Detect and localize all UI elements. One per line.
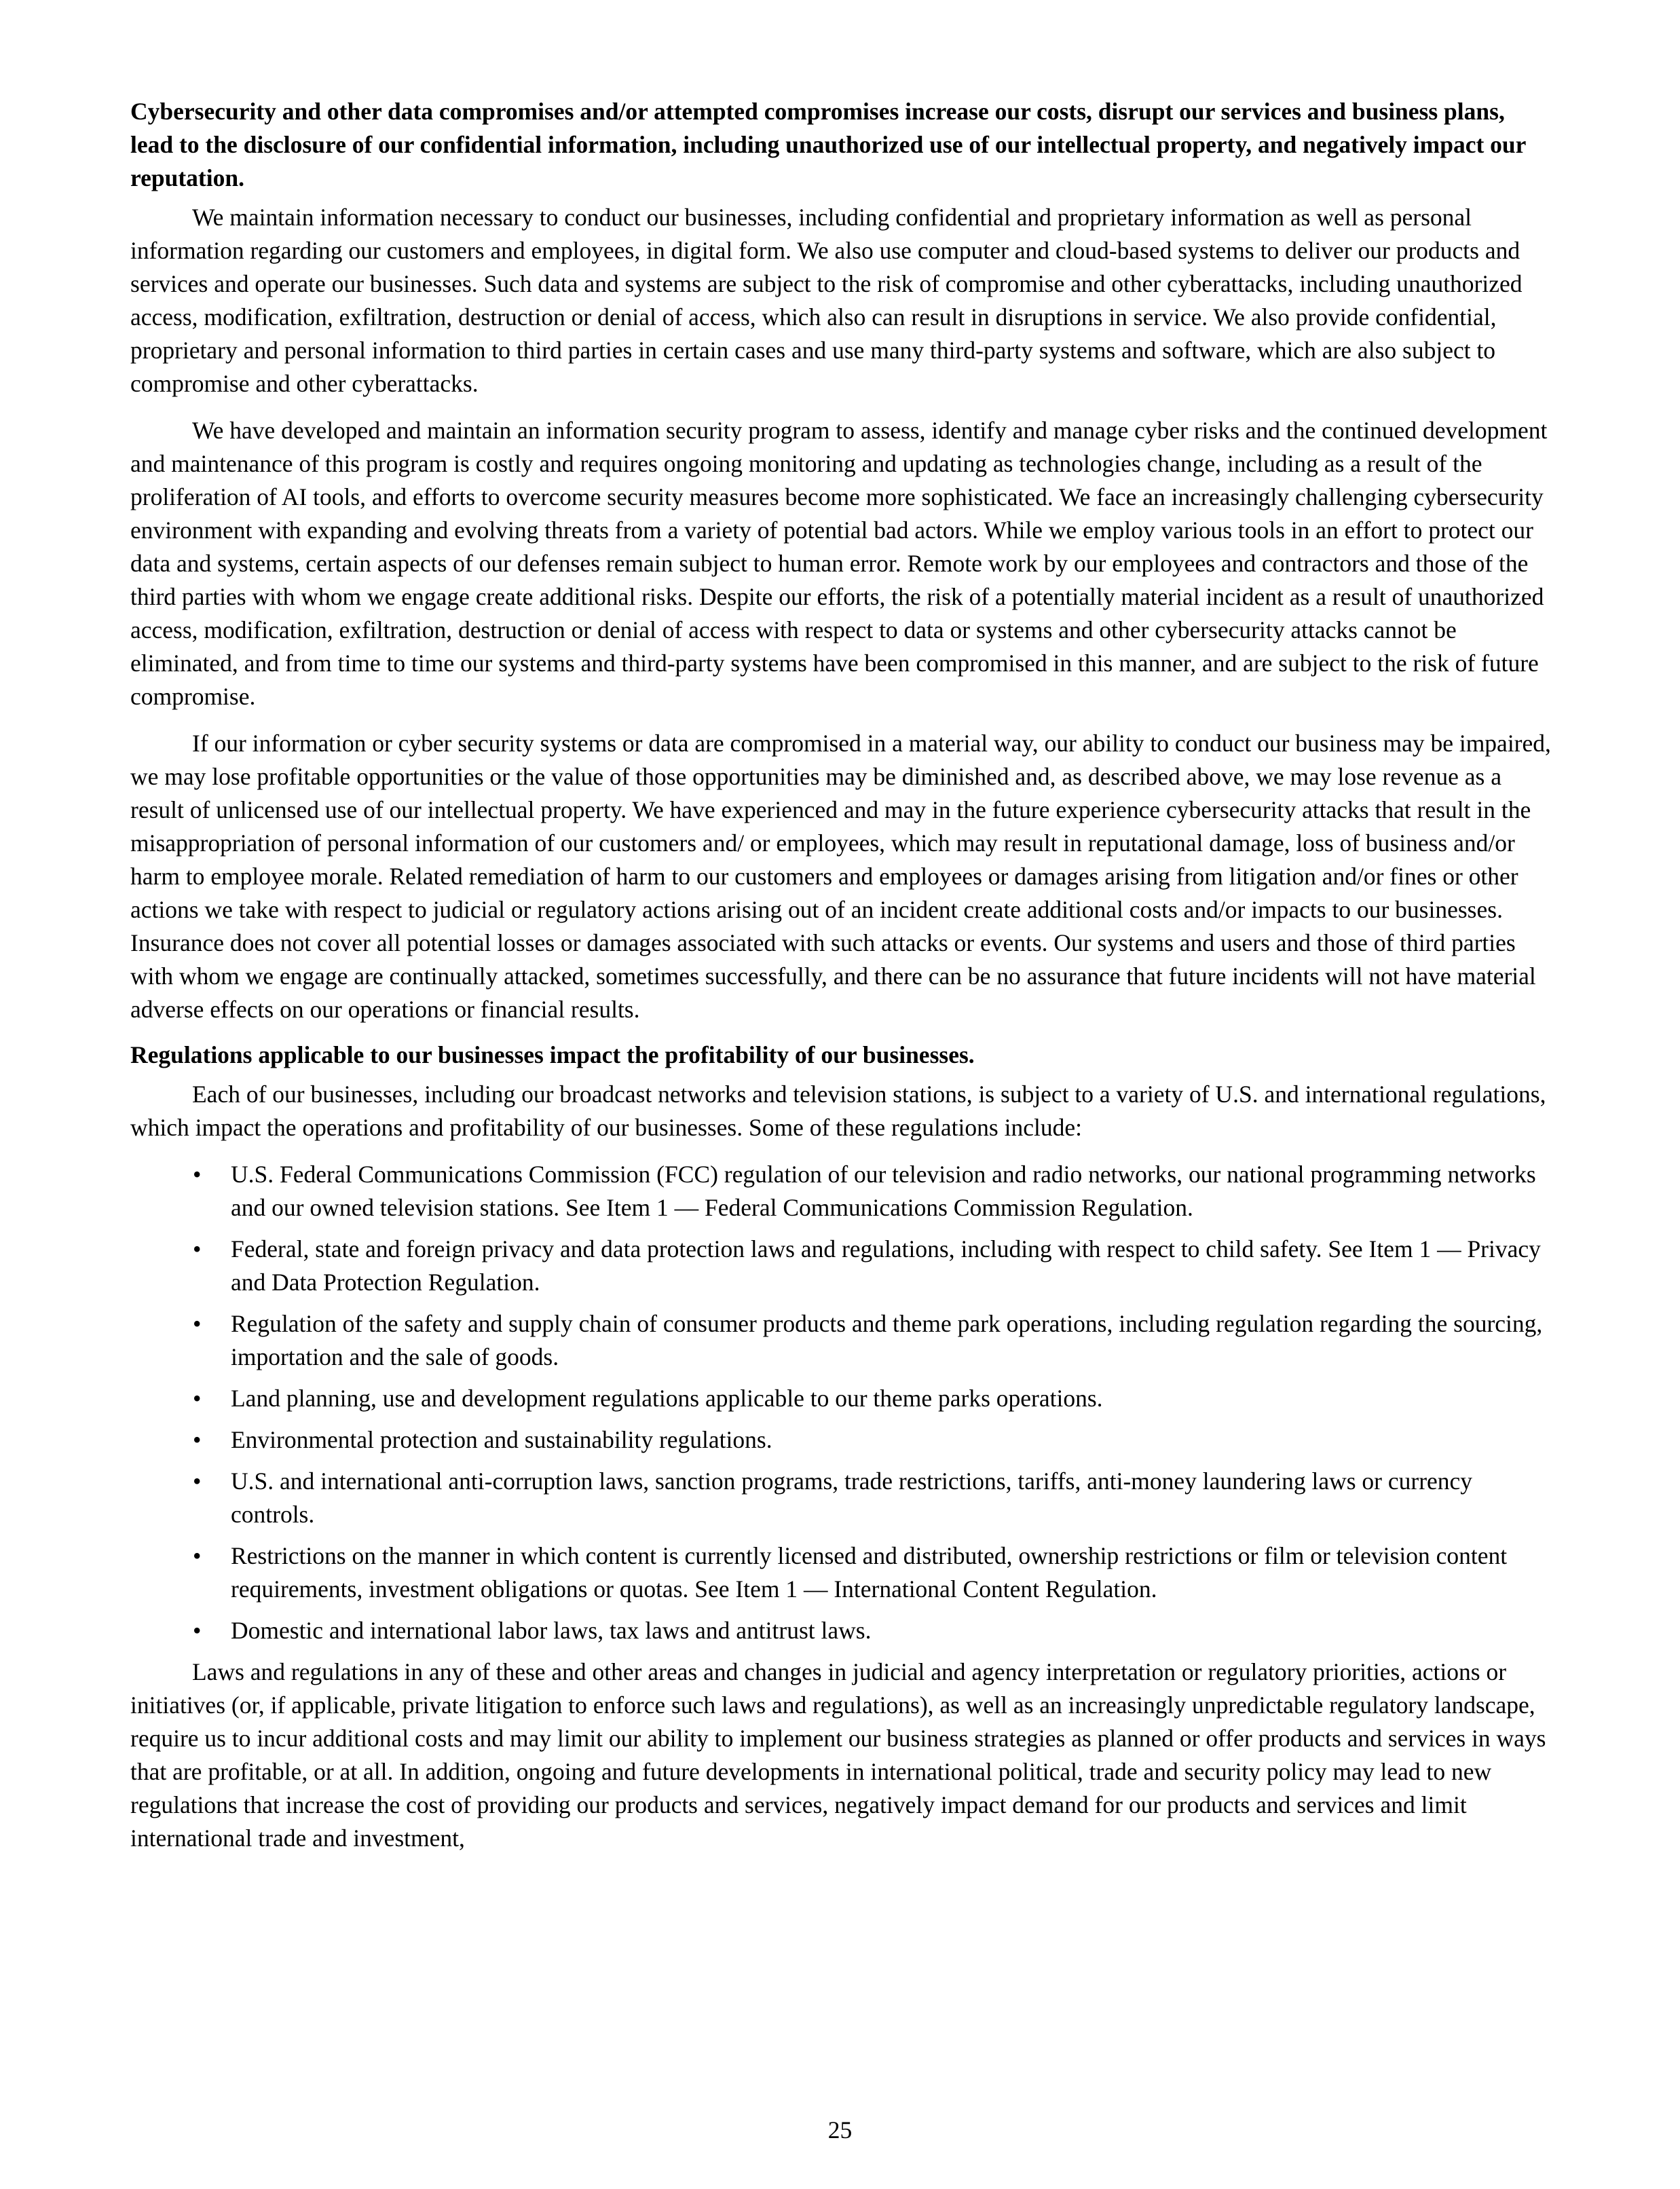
bullet-icon: • — [193, 1310, 202, 1337]
list-item-text: Regulation of the safety and supply chain of consumer products and theme park operations, including regulation regarding the sourcing, importation and the sale of goods. — [231, 1310, 1543, 1370]
bullet-icon: • — [193, 1542, 202, 1569]
bullet-icon: • — [193, 1385, 202, 1412]
list-item-text: Domestic and international labor laws, tax laws and antitrust laws. — [231, 1617, 872, 1644]
list-item — [130, 1539, 1552, 1606]
bullet-icon: • — [193, 1467, 202, 1495]
list-item — [130, 1423, 1552, 1457]
list-item — [130, 1158, 1552, 1224]
bullet-icon: • — [193, 1426, 202, 1453]
list-item — [130, 1465, 1552, 1531]
paragraph-security-program: We have developed and maintain an information security program to assess, identify and manage cyber risks and the continued development and maintenance of this program is costly and requires ongoing monitoring and updating as technologies change, including as a result of the proliferation of AI tools, and efforts to overcome security measures become more sophisticated. We face an increasingly challenging cybersecurity environment with expanding and evolving threats from a variety of potential bad actors. While we employ various tools in an effort to protect our data and systems, certain aspects of our defenses remain subject to human error. Remote work by our employees and contractors and those of the third parties with whom we engage create additional risks. Despite our efforts, the risk of a potentially material incident as a result of unauthorized access, modification, exfiltration, destruction or denial of access with respect to data or systems and other cybersecurity attacks cannot be eliminated, and from time to time our systems and third-party systems have been compromised in this manner, and are subject to the risk of future compromise. — [130, 417, 1548, 710]
list-item — [130, 1614, 1552, 1647]
list-item-text: Federal, state and foreign privacy and data protection laws and regulations, including with respect to child safety. See Item 1 — Privacy and Data Protection Regulation. — [231, 1235, 1541, 1296]
list-item-text: Restrictions on the manner in which content is currently licensed and distributed, ownership restrictions or film or television content requirements, investment obligations or quotas. See Item 1 — International Content Regulation. — [231, 1542, 1508, 1603]
paragraph-data-maintenance: We maintain information necessary to conduct our businesses, including confidential and proprietary information as well as personal information regarding our customers and employees, in digital form. We also use computer and cloud-based systems to deliver our products and services and operate our businesses. Such data and systems are subject to the risk of compromise and other cyberattacks, including unauthorized access, modification, exfiltration, destruction or denial of access, which also can result in disruptions in service. We also provide confidential, proprietary and personal information to third parties in certain cases and use many third-party systems and software, which are also subject to compromise and other cyberattacks. — [130, 204, 1523, 397]
regulations-list — [130, 1158, 1552, 1647]
list-item-text: U.S. Federal Communications Commission (FCC) regulation of our television and radio networks, our national programming networks and our owned television stations. See Item 1 — Federal Communications Commission Regulation. — [231, 1161, 1536, 1221]
list-item-text: Land planning, use and development regulations applicable to our theme parks operations. — [231, 1385, 1103, 1412]
bullet-icon: • — [193, 1161, 202, 1188]
page-number: 25 — [827, 2116, 853, 2144]
list-item — [130, 1382, 1552, 1415]
list-item — [130, 1233, 1552, 1299]
paragraph-compromise-impact: If our information or cyber security systems or data are compromised in a material way, our ability to conduct our business may be impaired, we may lose profitable opportunities or the value of those opportunities may be diminished and, as described above, we may lose revenue as a result of unlicensed use of our intellectual property. We have experienced and may in the future experience cybersecurity attacks that result in the misappropriation of personal information of our customers and/ or employees, which may result in reputational damage, loss of business and/or harm to employee morale. Related remediation of harm to our customers and employees or damages arising from litigation and/or fines or other actions we take with respect to judicial or regulatory actions arising out of an incident create additional costs and/or impacts to our businesses. Insurance does not cover all potential losses or damages associated with such attacks or events. Our systems and users and those of third parties with whom we engage are continually attacked, sometimes successfully, and there can be no assurance that future incidents will not have material adverse effects on our operations or financial results. — [130, 730, 1551, 1023]
paragraph-regulations-intro: Each of our businesses, including our broadcast networks and television stations, is subject to a variety of U.S. and international regulations, which impact the operations and profitability of our businesses. Some of these regulations include: — [130, 1081, 1546, 1141]
paragraph-regulations-closing: Laws and regulations in any of these and other areas and changes in judicial and agency interpretation or regulatory priorities, actions or initiatives (or, if applicable, private litigation to enforce such laws and regulations), as well as an increasingly unpredictable regulatory landscape, require us to incur additional costs and may limit our ability to implement our business strategies as planned or offer products and services in ways that are profitable, or at all. In addition, ongoing and future developments in international political, trade and security policy may lead to new regulations that increase the cost of providing our products and services, negatively impact demand for our products and services and limit international trade and investment, — [130, 1658, 1546, 1852]
document-page — [130, 95, 1552, 1869]
list-item-text: Environmental protection and sustainability regulations. — [231, 1426, 772, 1453]
bullet-icon: • — [193, 1235, 202, 1262]
section-heading-cybersecurity: Cybersecurity and other data compromises and/or attempted compromises increase our costs, disrupt our services and business plans, lead to the disclosure of our confidential information, including unauthorized use of our intellectual property, and negatively impact our reputation. — [130, 98, 1526, 191]
section-heading-regulations: Regulations applicable to our businesses impact the profitability of our businesses. — [130, 1041, 975, 1068]
list-item — [130, 1307, 1552, 1374]
list-item-text: U.S. and international anti-corruption laws, sanction programs, trade restrictions, tariffs, anti-money laundering laws or currency controls. — [231, 1467, 1473, 1528]
bullet-icon: • — [193, 1617, 202, 1644]
